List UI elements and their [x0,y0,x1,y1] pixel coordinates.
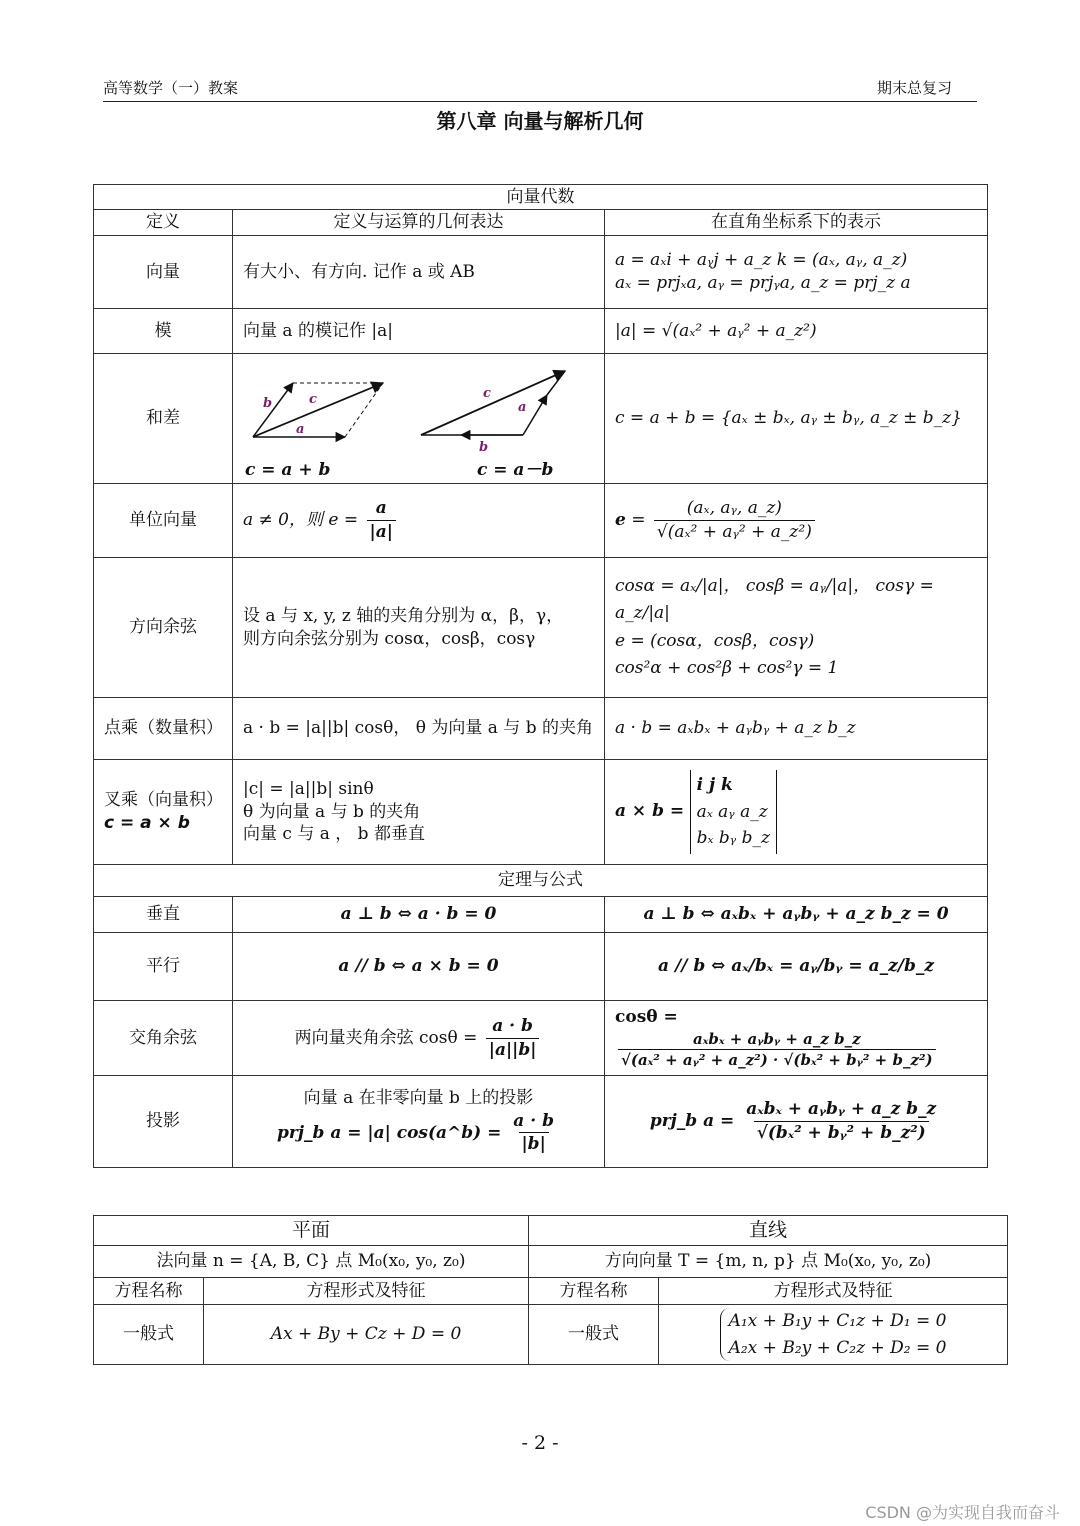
header-right: 期末总复习 [876,79,952,97]
row-projection [94,1076,988,1168]
det-row-1: i j k [696,775,733,796]
sum-diff-coord: c = a + b = {aₓ ± bₓ, aᵧ ± bᵧ, a_z ± b_z} [605,354,988,484]
det-row-2: aₓ aᵧ a_z [696,801,768,822]
det-row-3: bₓ bᵧ b_z [696,828,770,849]
parallel-coord: a // b ⇔ aₓ/bₓ = aᵧ/bᵧ = a_z/b_z [605,933,988,1001]
fraction-denominator: √(aₓ² + aᵧ² + a_z²) · √(bₓ² + bᵧ² + b_z²) [618,1049,936,1070]
unit-coord-fraction [654,497,815,544]
row-angle [94,1001,988,1076]
angle-coord [605,1001,988,1076]
perp-geom: a ⊥ b ⇔ a · b = 0 [233,897,605,933]
direction-coord [605,558,988,698]
section-algebra: 向量代数 [94,185,988,210]
label-a: a [518,399,527,415]
row-perp [94,897,988,933]
line-general-eq [659,1305,1008,1365]
perp-coord: a ⊥ b ⇔ aₓbₓ + aᵧbᵧ + a_z b_z = 0 [605,897,988,933]
cross-geom [233,760,605,865]
angle-geom-fraction [486,1015,540,1062]
cos-gamma: cosγ = a_z/|a| [615,576,934,624]
plane-normal: 法向量 n = {A, B, C} 点 M₀(x₀, y₀, z₀) [94,1246,529,1278]
cross-name: 叉乘（向量积） [104,790,223,811]
vector-coord-2: aₓ = prjₓa, aᵧ = prjᵧa, a_z = prj_z a [615,273,911,293]
row-sum-diff [94,354,988,484]
fraction-denominator: |a||b| [486,1038,540,1062]
unit-geom: a ≠ 0，则 e = $\frac{a}{|a|}$ [233,484,605,558]
fraction-denominator: √(bₓ² + bᵧ² + b_z²) [754,1121,929,1145]
cos-alpha: cosα = aₓ/|a| [615,576,724,597]
line-col-name: 方程名称 [529,1278,659,1305]
label-b: b [479,439,489,455]
projection-coord-fraction [743,1098,939,1145]
line-system [720,1308,947,1361]
row-name: 点乘（数量积） [94,698,233,760]
row-name: 和差 [94,354,233,484]
cross-geom-3: 向量 c 与 a ， b 都垂直 [243,824,425,845]
row-name: 单位向量 [94,484,233,558]
cos-beta: cosβ = aᵧ/|a| [745,576,854,597]
modulus-coord: |a| = √(aₓ² + aᵧ² + a_z²) [605,309,988,354]
fraction-numerator: aₓbₓ + aᵧbᵧ + a_z b_z [746,1099,937,1120]
direction-identity: cos²α + cos²β + cos²γ = 1 [615,657,839,678]
row-modulus [94,309,988,354]
watermark: CSDN @为实现自我而奋斗 [865,1503,1060,1522]
fraction-numerator: a · b [513,1110,554,1131]
row-name [94,760,233,865]
label-b: b [263,395,273,411]
parallel-geom: a // b ⇔ a × b = 0 [233,933,605,1001]
col-def: 定义 [94,210,233,236]
fraction-denominator: |a| [367,520,396,544]
vector-geom: 有大小、有方向. 记作 a 或 AB [233,236,605,309]
row-name: 向量 [94,236,233,309]
cross-coord [605,760,988,865]
diff-vector-a [523,395,547,435]
projection-geom-1: 向量 a 在非零向量 b 上的投影 [303,1087,534,1108]
section-theorems: 定理与公式 [94,865,988,897]
page-title: 第八章 向量与解析几何 [436,109,644,133]
page-number: - 2 - [521,1432,559,1454]
caption-diff: c = a－b [477,459,554,480]
projection-geom-fraction [510,1110,557,1157]
modulus-geom: 向量 a 的模记作 |a| [233,309,605,354]
row-direction [94,558,988,698]
row-cross [94,760,988,865]
vector-coord [605,236,988,309]
unit-geom-fraction [367,497,396,544]
line-direction: 方向向量 T = {m, n, p} 点 M₀(x₀, y₀, z₀) [529,1246,1008,1278]
angle-geom [233,1001,605,1076]
row-parallel [94,933,988,1001]
angle-geom-prefix: 两向量夹角余弦 cosθ = [294,1027,478,1048]
row-dot [94,698,988,760]
line-col-form: 方程形式及特征 [659,1278,1008,1305]
direction-geom [233,558,605,698]
fraction-numerator: (aₓ, aᵧ, a_z) [686,498,782,519]
row-name: 模 [94,309,233,354]
sum-diff-diagram-cell [233,354,605,484]
projection-geom-prefix: prj_b a = |a| cos(a^b) = [277,1122,502,1143]
label-a: a [296,421,305,437]
row-name: 平行 [94,933,233,1001]
line-title: 直线 [529,1216,1008,1246]
plane-line-table [93,1215,1008,1365]
row-name: 方向余弦 [94,558,233,698]
cross-geom-1: |c| = |a||b| sinθ [243,778,374,799]
angle-coord-fraction [618,1029,936,1071]
vector-algebra-table [93,184,988,1168]
vector-diagram [233,355,605,483]
fraction-denominator: √(aₓ² + aᵧ² + a_z²) [654,520,815,544]
row-unit [94,484,988,558]
col-coord: 在直角坐标系下的表示 [605,210,988,236]
label-c: c [483,385,491,401]
row-name: 投影 [94,1076,233,1168]
direction-unit-vector: e = (cosα，cosβ，cosγ) [615,630,815,651]
projection-geom-formula [243,1110,594,1157]
unit-geom-prefix: a ≠ 0，则 e [243,510,339,530]
plane-title: 平面 [94,1216,529,1246]
angle-coord-prefix: cosθ = [615,1006,678,1027]
fraction-numerator: aₓbₓ + aᵧbᵧ + a_z b_z [693,1029,861,1048]
projection-coord [605,1076,988,1168]
header-rule [103,101,977,102]
header-left: 高等数学（一）教案 [103,79,239,97]
plane-col-name: 方程名称 [94,1278,204,1305]
label-c: c [309,391,317,407]
plane-general-name: 一般式 [94,1305,204,1365]
dot-geom: a · b = |a||b| cosθ， θ 为向量 a 与 b 的夹角 [233,698,605,760]
row-name: 交角余弦 [94,1001,233,1076]
unit-coord: e = $\frac{\text{(aₓ, aᵧ, a\_z)}}{\text{√(aₓ² + aᵧ² + a\_z²)}}$ [605,484,988,558]
fraction-denominator: |b| [519,1132,549,1156]
plane-general-eq: Ax + By + Cz + D = 0 [204,1305,529,1365]
direction-cos-line: cosα = aₓ/|a|， cosβ = aᵧ/|a|， cosγ = a_z/|a| [615,576,934,624]
projection-geom [233,1076,605,1168]
dot-coord: a · b = aₓbₓ + aᵧbᵧ + a_z b_z [605,698,988,760]
row-name: 垂直 [94,897,233,933]
vector-coord-1: a = aₓi + aᵧj + a_z k = (aₓ, aᵧ, a_z) [615,250,908,271]
direction-geom-1: 设 a 与 x, y, z 轴的夹角分别为 α，β，γ， [243,605,564,626]
col-geom: 定义与运算的几何表达 [233,210,605,236]
line-eq-1: A₁x + B₁y + C₁z + D₁ = 0 [728,1311,947,1332]
line-general-name: 一般式 [529,1305,659,1365]
cross-name-formula: c = a × b [104,813,190,833]
projection-coord-prefix: prj_b a = [649,1111,735,1131]
caption-sum: c = a + b [245,459,331,480]
cross-determinant [690,770,777,853]
fraction-numerator: a · b [492,1015,533,1036]
cross-coord-prefix: a × b = [615,801,685,822]
plane-col-form: 方程形式及特征 [204,1278,529,1305]
fraction-numerator: a [375,498,387,519]
diff-vector-c [421,371,565,435]
cross-geom-2: θ 为向量 a 与 b 的夹角 [243,801,421,822]
direction-geom-2: 则方向余弦分别为 cosα，cosβ，cosγ [243,628,536,649]
row-vector [94,236,988,309]
line-eq-2: A₂x + B₂y + C₂z + D₂ = 0 [728,1337,947,1358]
